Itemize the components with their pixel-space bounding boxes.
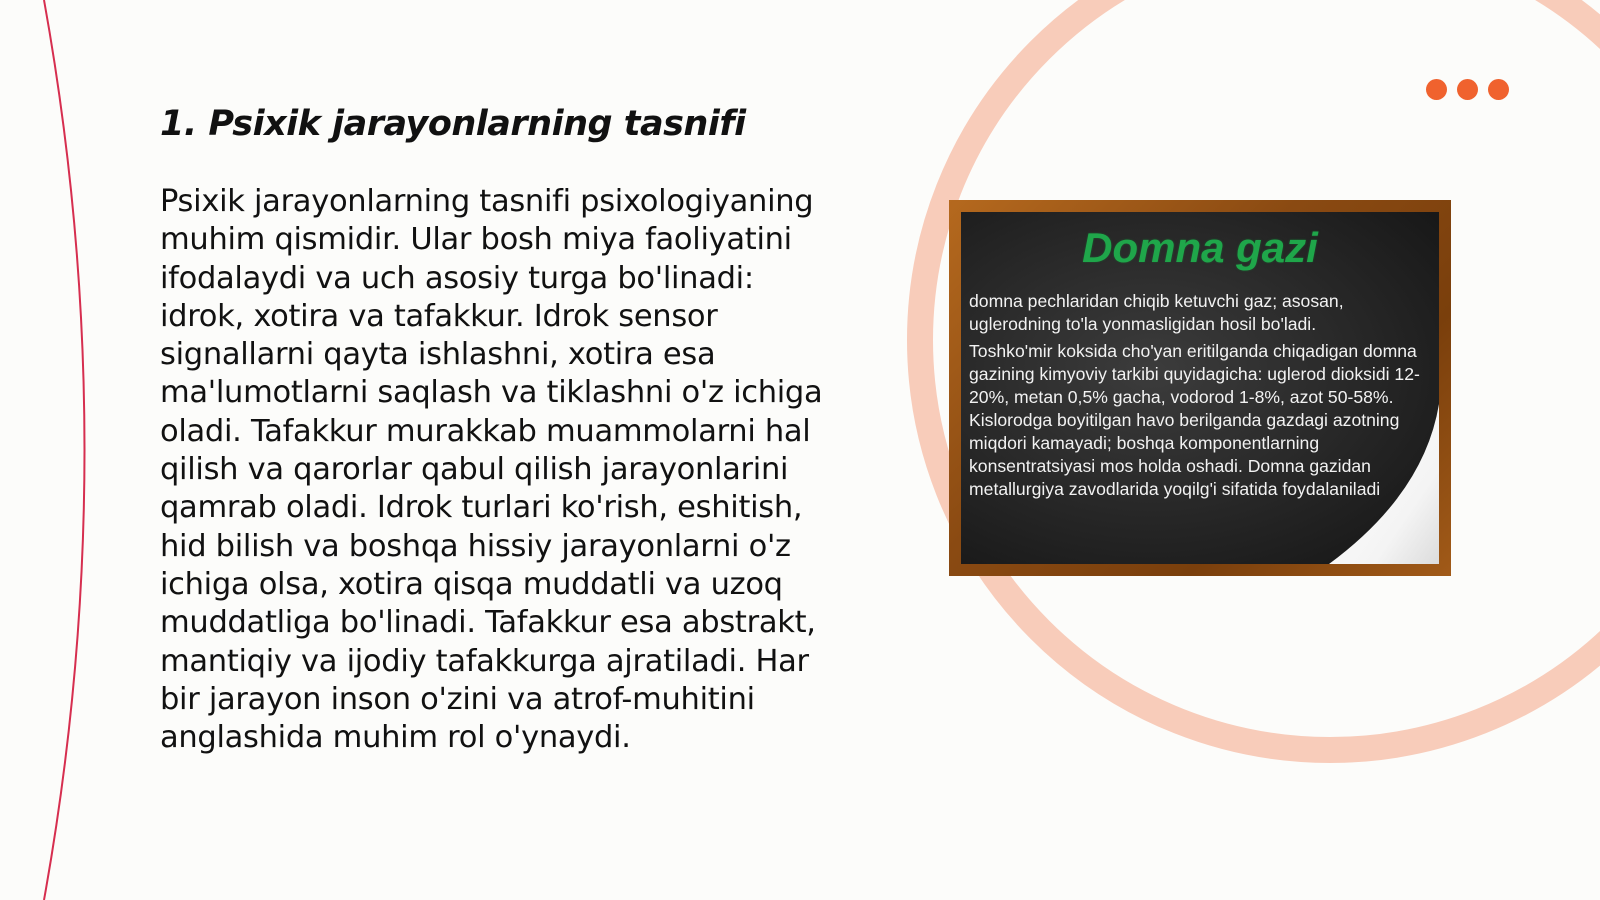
chalkboard-paragraph: domna pechlaridan chiqib ketuvchi gaz; asosan, uglerodning to'la yonmasligidan hosil bo'ladi. bbox=[969, 291, 1344, 334]
slide-title: 1. Psixik jarayonlarning tasnifi bbox=[160, 104, 746, 144]
slide-body-text: Psixik jarayonlarning tasnifi psixologiyaning muhim qismidir. Ular bosh miya faoliyatini ifodalaydi va uch asosiy turga bo'linadi: idrok, xotira va tafakkur. Idrok sensor signallarni qayta ishlashni, xotira esa ma'lumotlarni saqlash va tiklashni o'z ichiga oladi. Tafakkur murakkab muammolarni hal qilish va qarorlar qabul qilish jarayonlarini qamrab oladi. Idrok turlari ko'rish, eshitish, hid bilish va boshqa hissiy jarayonlarni o'z ichiga olsa, xotira qisqa muddatli va uzoq muddatliga bo'linadi. Tafakkur esa abstrakt, mantiqiy va ijodiy tafakkurga ajratiladi. Har bir jarayon inson o'zini va atrof-muhitini anglashida muhim rol o'ynaydi. bbox=[160, 184, 823, 756]
three-dots-icon bbox=[1457, 79, 1478, 100]
chalkboard-image bbox=[949, 200, 1451, 576]
menu-dots bbox=[1426, 79, 1509, 100]
chalkboard-title: Domna gazi bbox=[1082, 224, 1318, 271]
chalkboard-surface bbox=[961, 212, 1439, 564]
chalkboard-paragraph: Toshko'mir koksida cho'yan eritilganda chiqadigan domna gazining kimyoviy tarkibi quyidagicha: uglerod dioksidi 12-20%, metan 0,5% gacha, vodorod 1-8%, azot 50-58%. Kislorodga boyitilgan havo berilganda gazdagi azotning miqdori kamayadi; boshqa komponentlarning konsentratsiyasi mos holda oshadi. Domna gazidan metallurgiya zavodlarida yoqilg'i sifatida foydalaniladi bbox=[969, 341, 1420, 499]
page-curl-icon bbox=[1329, 404, 1439, 564]
three-dots-icon bbox=[1426, 79, 1447, 100]
decorative-left-curve bbox=[44, 0, 85, 900]
three-dots-icon bbox=[1488, 79, 1509, 100]
